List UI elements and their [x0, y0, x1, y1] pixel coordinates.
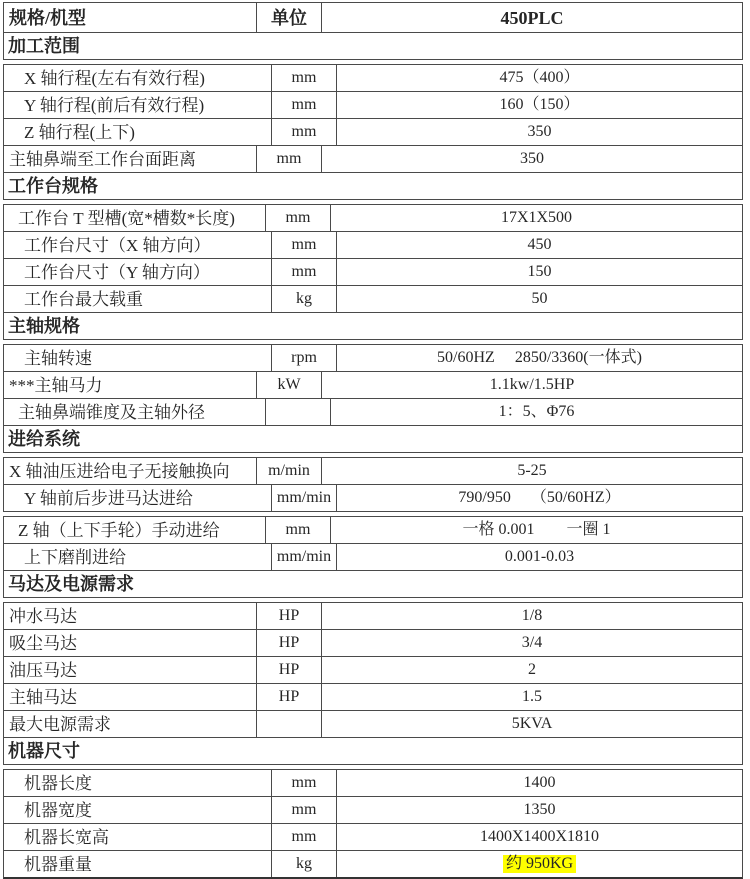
spec-row: [3, 684, 743, 711]
spec-label: 主轴马达: [4, 684, 257, 710]
unit-cell: mm: [266, 205, 331, 231]
value-cell: 160（150）: [499, 96, 580, 113]
unit-cell: mm: [272, 119, 337, 145]
unit-cell: mm: [272, 65, 337, 91]
header-unit: 单位: [257, 3, 322, 32]
spec-label: X 轴行程(左右有效行程): [4, 65, 272, 91]
value-cell: 790/950 （50/60HZ）: [458, 489, 621, 506]
spec-label: X 轴油压进给电子无接触换向: [4, 458, 257, 484]
value-cell: 50: [531, 290, 548, 307]
spec-row: [3, 797, 743, 824]
unit-cell: [257, 711, 322, 737]
unit-cell: mm: [272, 259, 337, 285]
spec-row: [3, 146, 743, 173]
unit-cell: mm/min: [272, 544, 337, 570]
spec-row: [3, 232, 743, 259]
spec-row: [3, 259, 743, 286]
value-cell: 17X1X500: [500, 209, 573, 226]
unit-cell: kg: [272, 286, 337, 312]
spec-label: 油压马达: [4, 657, 257, 683]
unit-cell: mm: [266, 517, 331, 543]
unit-cell: mm: [272, 770, 337, 796]
value-cell: 3/4: [521, 634, 543, 651]
spec-row: [3, 485, 743, 512]
spec-label: Z 轴（上下手轮）手动进给: [4, 517, 266, 543]
spec-label: 机器长宽高: [4, 824, 272, 850]
value-cell: 150: [527, 263, 552, 280]
section-header-6: [3, 738, 743, 765]
header-spec-model: 规格/机型: [4, 3, 257, 32]
spec-row: [3, 711, 743, 738]
spec-label: Z 轴行程(上下): [4, 119, 272, 145]
spec-row: [3, 372, 743, 399]
value-cell: 5KVA: [511, 715, 553, 732]
spec-row: [3, 344, 743, 372]
table-header-row: [3, 2, 743, 33]
spec-row: [3, 64, 743, 92]
unit-cell: HP: [257, 657, 322, 683]
unit-cell: mm: [272, 824, 337, 850]
value-cell: 450: [527, 236, 552, 253]
spec-label: 机器重量: [4, 851, 272, 877]
spec-row: [3, 119, 743, 146]
spec-label: 机器宽度: [4, 797, 272, 823]
section-header-1: [3, 33, 743, 60]
unit-cell: mm: [272, 797, 337, 823]
value-cell: 1.5: [522, 688, 542, 705]
section-title: 加工范围: [8, 36, 80, 56]
value-cell: 475（400）: [499, 69, 580, 86]
spec-label: 上下磨削进给: [4, 544, 272, 570]
unit-cell: rpm: [272, 345, 337, 371]
unit-cell: m/min: [257, 458, 322, 484]
unit-cell: mm: [272, 232, 337, 258]
unit-cell: kW: [257, 372, 322, 398]
value-cell: 1/8: [521, 607, 543, 624]
spec-row: [3, 399, 743, 426]
section-title: 工作台规格: [8, 176, 98, 196]
spec-row: [3, 544, 743, 571]
header-model: 450PLC: [500, 7, 564, 28]
spec-label: 工作台尺寸（X 轴方向）: [4, 232, 272, 258]
spec-label: 工作台最大载重: [4, 286, 272, 312]
spec-row: [3, 824, 743, 851]
value-cell: 350: [527, 123, 552, 140]
spec-label: 主轴鼻端至工作台面距离: [4, 146, 257, 172]
spec-row: [3, 769, 743, 797]
spec-row: [3, 286, 743, 313]
spec-label: 工作台尺寸（Y 轴方向）: [4, 259, 272, 285]
unit-cell: kg: [272, 851, 337, 877]
section-title: 进给系统: [8, 429, 80, 449]
spec-row: [3, 92, 743, 119]
unit-cell: HP: [257, 603, 322, 629]
value-cell: 350: [520, 150, 544, 167]
unit-cell: mm: [272, 92, 337, 118]
highlighted-value: 约 950KG: [503, 855, 576, 873]
spec-label: 机器长度: [4, 770, 272, 796]
spec-label: 冲水马达: [4, 603, 257, 629]
value-cell: 1.1kw/1.5HP: [489, 376, 575, 393]
value-cell: 1350: [523, 801, 556, 818]
unit-cell: HP: [257, 684, 322, 710]
section-header-4: [3, 426, 743, 453]
spec-table: [3, 2, 743, 879]
unit-cell: mm: [257, 146, 322, 172]
value-cell: 1400X1400X1810: [479, 828, 600, 845]
spec-row: [3, 657, 743, 684]
section-header-2: [3, 173, 743, 200]
section-title: 主轴规格: [8, 316, 80, 336]
section-title: 马达及电源需求: [8, 574, 134, 594]
value-cell: 2: [528, 661, 536, 678]
spec-label: 吸尘马达: [4, 630, 257, 656]
value-cell: [337, 851, 742, 877]
value-cell: 5-25: [517, 462, 547, 479]
table-body: [3, 33, 743, 879]
spec-row: [3, 516, 743, 544]
unit-cell: [266, 399, 331, 425]
spec-label: 主轴转速: [4, 345, 272, 371]
spec-label: ***主轴马力: [4, 372, 257, 398]
spec-row: [3, 204, 743, 232]
unit-cell: HP: [257, 630, 322, 656]
spec-row: [3, 851, 743, 879]
spec-label: Y 轴行程(前后有效行程): [4, 92, 272, 118]
spec-label: 工作台 T 型槽(宽*槽数*长度): [4, 205, 266, 231]
section-header-3: [3, 313, 743, 340]
spec-label: 最大电源需求: [4, 711, 257, 737]
spec-label: 主轴鼻端锥度及主轴外径: [4, 399, 266, 425]
value-cell: 1：5、Φ76: [498, 403, 575, 420]
spec-row: [3, 602, 743, 630]
spec-row: [3, 457, 743, 485]
value-cell: 一格 0.001 一圈 1: [462, 521, 611, 538]
value-cell: 50/60HZ 2850/3360(一体式): [437, 349, 642, 366]
section-header-5: [3, 571, 743, 598]
spec-row: [3, 630, 743, 657]
section-title: 机器尺寸: [8, 741, 80, 761]
unit-cell: mm/min: [272, 485, 337, 511]
value-cell: 1400: [523, 774, 556, 791]
spec-label: Y 轴前后步进马达进给: [4, 485, 272, 511]
value-cell: 0.001-0.03: [504, 548, 575, 565]
